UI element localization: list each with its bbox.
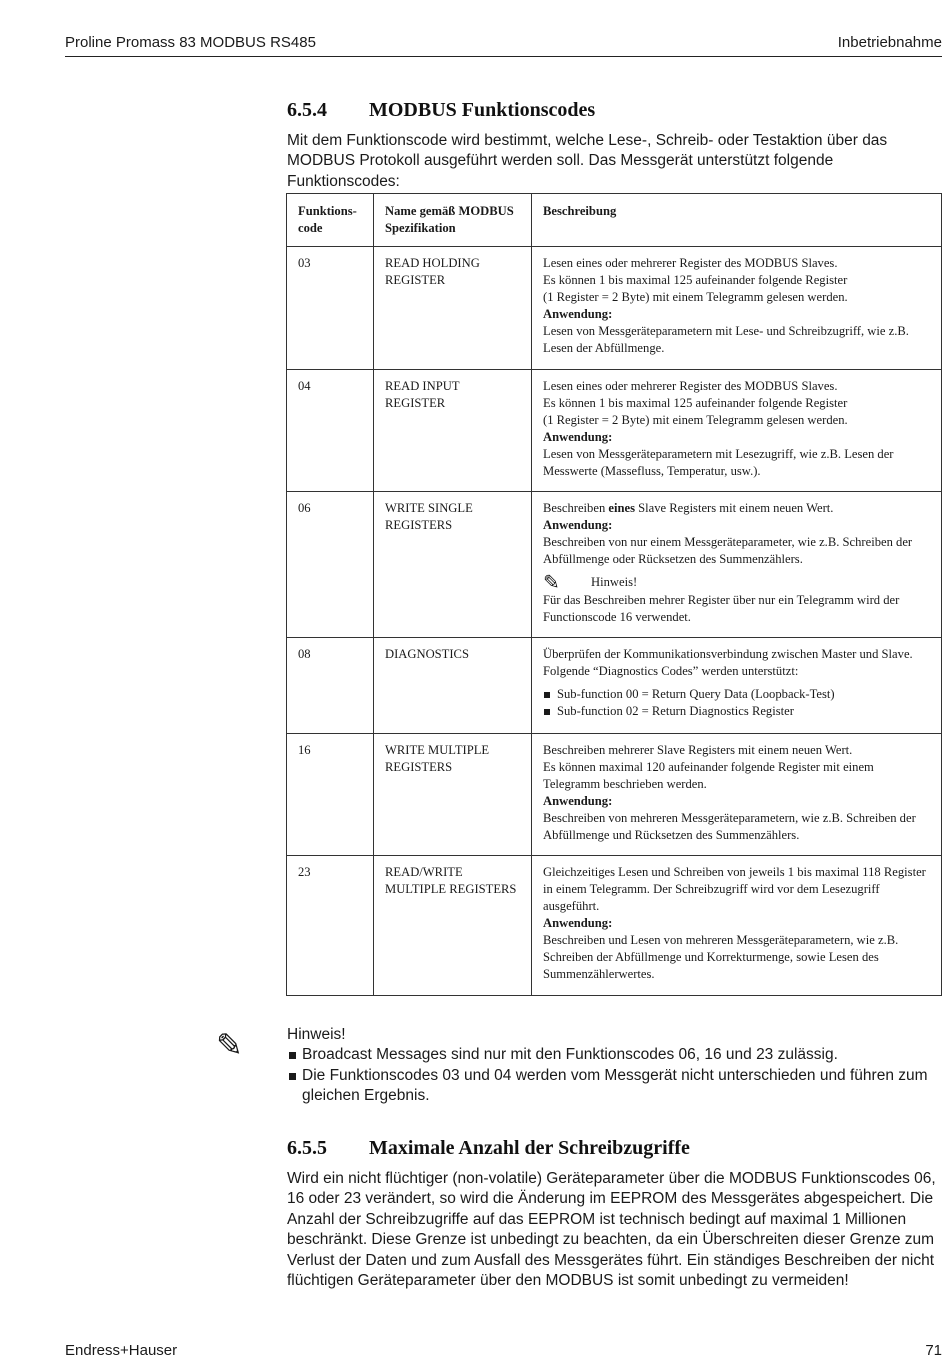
cell-description — [532, 734, 942, 856]
cell-description — [532, 856, 942, 996]
application-label: Anwendung: — [543, 794, 613, 808]
cell-description — [532, 247, 942, 370]
column-header-description: Beschreibung — [532, 194, 942, 247]
pencil-note-icon: ✎ — [216, 1027, 243, 1063]
application-text: Beschreiben und Lesen von mehreren Messgeräteparametern, wie z.B. Schreiben der Abfüllmenge und Korrekturmenge, sowie Lesen des Summenzählerwertes. — [543, 933, 899, 981]
section-heading-654 — [287, 99, 595, 122]
header-product: Proline Promass 83 MODBUS RS485 — [65, 34, 316, 51]
page-footer — [65, 1342, 942, 1359]
column-header-code: Funktions-code — [287, 194, 374, 247]
cell-name: READ INPUT REGISTER — [374, 370, 532, 492]
note-block — [287, 1025, 943, 1107]
description-text: (1 Register = 2 Byte) mit einem Telegramm gelesen werden. — [543, 290, 848, 304]
application-label: Anwendung: — [543, 307, 613, 321]
section-body: Wird ein nicht flüchtiger (non-volatile) Geräteparameter über die MODBUS Funktionscodes 06, 16 oder 23 verändert, so wird die Änderung im EEPROM des Messgerätes abgespeichert. Die Anzahl der Schreibzugriffe auf das EEPROM ist technisch bedingt auf maximal 1 Millionen beschränkt. Diese Grenze ist unbedingt zu beachten, da ein Überschreiten dieser Grenze zum Verlust der Daten und zum Ausfall des Messgerätes führt. Ein ständiges Beschreiben der nicht flüchtigen Geräteparameter über den MODBUS ist somit unbedingt zu vermeiden! — [287, 1170, 936, 1290]
cell-name: READ HOLDING REGISTER — [374, 247, 532, 370]
function-codes-table — [286, 193, 942, 996]
description-text: Lesen eines oder mehrerer Register des MODBUS Slaves. — [543, 256, 838, 270]
section-number: 6.5.4 — [287, 99, 327, 121]
cell-name: WRITE SINGLE REGISTERS — [374, 492, 532, 638]
list-item: Broadcast Messages sind nur mit den Funktionscodes 06, 16 und 23 zulässig. — [287, 1045, 943, 1065]
description-text: Lesen eines oder mehrerer Register des MODBUS Slaves. — [543, 379, 838, 393]
cell-code: 04 — [287, 370, 374, 492]
section-heading-655 — [287, 1137, 690, 1160]
description-fragment: Slave Registers mit einem neuen Wert. — [635, 501, 834, 515]
cell-description — [532, 370, 942, 492]
cell-code: 06 — [287, 492, 374, 638]
page-number: 71 — [925, 1342, 942, 1359]
diagnostics-list — [543, 686, 931, 720]
description-text: Es können 1 bis maximal 125 aufeinander folgende Register — [543, 396, 848, 410]
table-row — [287, 370, 942, 492]
application-text: Lesen von Messgeräteparametern mit Lese- und Schreibzugriff, wie z.B. Lesen der Abfüllmenge. — [543, 324, 909, 355]
section-title: Maximale Anzahl der Schreibzugriffe — [369, 1137, 690, 1159]
list-item: Sub-function 02 = Return Diagnostics Register — [543, 703, 931, 720]
column-header-name: Name gemäß MODBUS Spezifikation — [374, 194, 532, 247]
table-row — [287, 856, 942, 996]
table-row — [287, 638, 942, 734]
application-text: Beschreiben von mehreren Messgeräteparametern, wie z.B. Schreiben der Abfüllmenge und Rücksetzen des Summenzählers. — [543, 811, 916, 842]
table-row — [287, 492, 942, 638]
description-text: Beschreiben mehrerer Slave Registers mit einem neuen Wert. — [543, 743, 853, 757]
cell-description — [532, 638, 942, 734]
description-text: (1 Register = 2 Byte) mit einem Telegramm gelesen werden. — [543, 413, 848, 427]
cell-code: 23 — [287, 856, 374, 996]
application-label: Anwendung: — [543, 916, 613, 930]
section-intro: Mit dem Funktionscode wird bestimmt, welche Lese-, Schreib- oder Testaktion über das MODBUS Protokoll ausgeführt werden soll. Das Messgerät unterstützt folgende Funktionscodes: — [287, 132, 888, 190]
application-label: Anwendung: — [543, 518, 613, 532]
cell-code: 16 — [287, 734, 374, 856]
description-fragment: Beschreiben — [543, 501, 609, 515]
list-item: Sub-function 00 = Return Query Data (Loopback-Test) — [543, 686, 931, 703]
table-row — [287, 247, 942, 370]
application-text: Lesen von Messgeräteparametern mit Lesezugriff, wie z.B. Lesen der Messwerte (Massefluss, Temperatur, usw.). — [543, 447, 894, 478]
inline-note-label: Hinweis! — [591, 575, 638, 589]
cell-code: 08 — [287, 638, 374, 734]
description-emphasis: eines — [608, 501, 635, 515]
section-title: MODBUS Funktionscodes — [369, 99, 596, 121]
cell-code: 03 — [287, 247, 374, 370]
note-label: Hinweis! — [287, 1026, 346, 1043]
inline-note-text: Für das Beschreiben mehrer Register über nur ein Telegramm wird der Functionscode 16 verwendet. — [543, 593, 900, 624]
description-text: Gleichzeitiges Lesen und Schreiben von jeweils 1 bis maximal 118 Register in einem Telegramm. Der Schreibzugriff wird vor dem Lesezugriff ausgeführt. — [543, 865, 926, 913]
application-label: Anwendung: — [543, 430, 613, 444]
description-text: Es können maximal 120 aufeinander folgende Register mit einem Telegramm beschrieben werden. — [543, 760, 874, 791]
description-text: Es können 1 bis maximal 125 aufeinander folgende Register — [543, 273, 848, 287]
list-item: Die Funktionscodes 03 und 04 werden vom Messgerät nicht unterschieden und führen zum gleichen Ergebnis. — [287, 1066, 943, 1107]
note-list — [287, 1045, 943, 1106]
page-header — [65, 32, 942, 57]
table-row — [287, 734, 942, 856]
cell-name: READ/WRITE MULTIPLE REGISTERS — [374, 856, 532, 996]
description-text: Überprüfen der Kommunikationsverbindung zwischen Master und Slave. Folgende “Diagnostics Codes” werden unterstützt: — [543, 647, 913, 678]
cell-description — [532, 492, 942, 638]
application-text: Beschreiben von nur einem Messgeräteparameter, wie z.B. Schreiben der Abfüllmenge oder Rücksetzen des Summenzählers. — [543, 535, 913, 566]
pencil-note-icon: ✎ — [543, 572, 560, 594]
footer-company: Endress+Hauser — [65, 1342, 178, 1359]
header-chapter: Inbetriebnahme — [837, 34, 942, 51]
table-header-row — [287, 194, 942, 247]
section-number: 6.5.5 — [287, 1137, 327, 1159]
cell-name: WRITE MULTIPLE REGISTERS — [374, 734, 532, 856]
description-text — [543, 500, 931, 517]
cell-name: DIAGNOSTICS — [374, 638, 532, 734]
inline-note — [543, 574, 931, 592]
